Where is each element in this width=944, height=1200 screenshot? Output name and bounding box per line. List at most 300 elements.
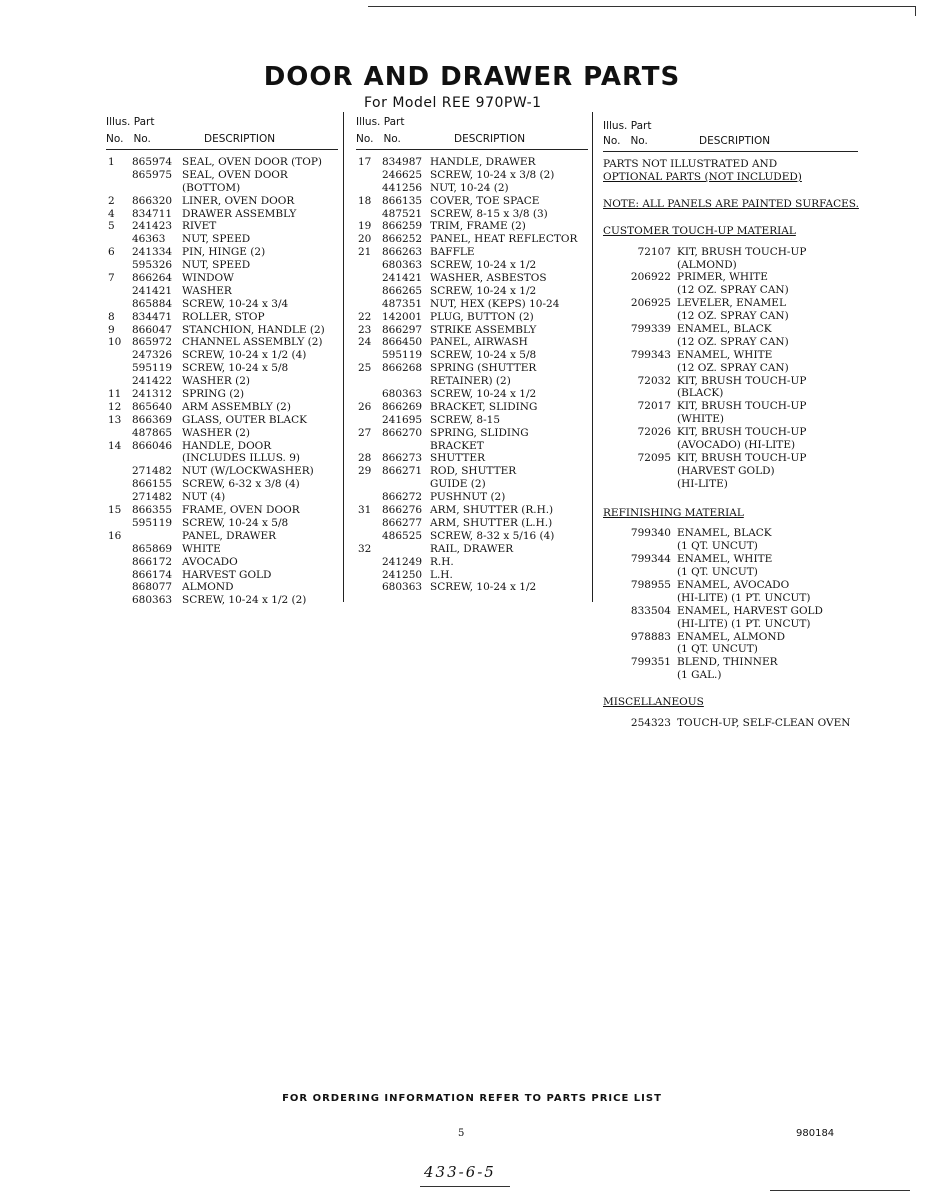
part-description: ROLLER, STOP xyxy=(182,310,265,323)
part-number: 866155 xyxy=(132,478,173,491)
part-description: SEAL, OVEN DOOR xyxy=(182,168,288,181)
part-description: LEVELER, ENAMEL xyxy=(677,297,786,310)
part-number: 834711 xyxy=(132,207,173,220)
part-description: (INCLUDES ILLUS. 9) xyxy=(182,452,300,465)
illus-number: 6 xyxy=(108,246,115,259)
part-number: 866135 xyxy=(382,194,423,207)
part-description: SEAL, OVEN DOOR (TOP) xyxy=(182,156,323,168)
table-row xyxy=(106,298,338,311)
part-description: SCREW, 10-24 x 5/8 xyxy=(430,349,537,362)
part-number: 595119 xyxy=(132,362,173,375)
part-number: 798955 xyxy=(630,579,671,592)
illus-number: 27 xyxy=(358,426,372,439)
table-row xyxy=(603,259,858,272)
part-number: 595326 xyxy=(132,259,173,272)
part-number: 241250 xyxy=(382,568,423,581)
part-number: 866450 xyxy=(382,336,423,349)
table-row xyxy=(356,349,588,362)
illus-number: 28 xyxy=(358,452,372,465)
part-description: (1 QT. UNCUT) xyxy=(677,643,758,656)
part-description: WHITE xyxy=(182,542,221,555)
part-number: 866297 xyxy=(382,323,423,336)
illus-number: 17 xyxy=(358,156,372,168)
part-description: ENAMEL, WHITE xyxy=(677,553,773,566)
touchup-list xyxy=(603,246,858,491)
table-row xyxy=(356,208,588,221)
part-number: 680363 xyxy=(382,259,423,272)
table-row xyxy=(106,452,338,465)
illus-number: 10 xyxy=(108,336,122,349)
part-description: (HI-LITE) xyxy=(677,477,728,490)
part-number: 834987 xyxy=(382,156,423,168)
part-number: 72095 xyxy=(637,451,671,464)
part-description: ENAMEL, WHITE xyxy=(677,348,773,361)
part-number: 865972 xyxy=(132,336,173,349)
part-description: (ALMOND) xyxy=(677,258,737,271)
table-row xyxy=(356,504,588,517)
illus-number: 4 xyxy=(108,207,115,220)
part-description: (12 OZ. SPRAY CAN) xyxy=(677,361,789,374)
part-number: 206925 xyxy=(630,297,671,310)
table-row xyxy=(603,656,858,669)
part-description: NUT, SPEED xyxy=(182,233,251,246)
parts-list xyxy=(356,156,588,594)
table-row xyxy=(603,413,858,426)
document-number: 980184 xyxy=(796,1128,835,1139)
part-number: 866273 xyxy=(382,452,423,465)
table-row xyxy=(106,517,338,530)
part-description: KIT, BRUSH TOUCH-UP xyxy=(677,426,807,439)
part-description: WINDOW xyxy=(182,272,234,285)
part-description: BAFFLE xyxy=(430,246,475,259)
part-description: SCREW, 10-24 x 1/2 xyxy=(430,259,537,272)
part-description: RAIL, DRAWER xyxy=(430,542,514,555)
table-row xyxy=(356,311,588,324)
table-row xyxy=(106,324,338,337)
part-description: KIT, BRUSH TOUCH-UP xyxy=(677,400,807,413)
table-row xyxy=(106,569,338,582)
part-description: (1 QT. UNCUT) xyxy=(677,540,758,553)
part-number: 866369 xyxy=(132,413,173,426)
table-row xyxy=(356,362,588,375)
part-description: SPRING (2) xyxy=(182,388,245,401)
part-number: 866270 xyxy=(382,426,423,439)
part-description: HARVEST GOLD xyxy=(182,568,272,581)
part-number: 866269 xyxy=(382,400,423,413)
table-row xyxy=(603,310,858,323)
table-row xyxy=(106,362,338,375)
header-no: No. No. xyxy=(356,133,401,145)
part-number: 866277 xyxy=(382,516,423,529)
part-number: 241334 xyxy=(132,246,173,259)
column-header xyxy=(106,116,338,150)
part-number: 241695 xyxy=(382,413,423,426)
model-subtitle: For Model REE 970PW-1 xyxy=(364,95,542,111)
page-number: 5 xyxy=(458,1128,465,1139)
scan-mark-bottom xyxy=(420,1186,510,1187)
parts-column-2 xyxy=(356,116,588,594)
part-description: PUSHNUT (2) xyxy=(430,491,506,504)
table-row xyxy=(106,220,338,233)
part-number: 206922 xyxy=(630,271,671,284)
table-row xyxy=(106,311,338,324)
part-number: 866046 xyxy=(132,439,173,452)
part-number: 865884 xyxy=(132,297,173,310)
part-number: 46363 xyxy=(132,233,166,246)
table-row xyxy=(106,169,338,182)
part-description: PRIMER, WHITE xyxy=(677,271,768,284)
part-description: SHUTTER xyxy=(430,452,485,465)
table-row xyxy=(603,400,858,413)
column-divider xyxy=(592,112,593,602)
illus-number: 12 xyxy=(108,400,122,413)
part-description: WASHER xyxy=(182,284,232,297)
table-row xyxy=(356,195,588,208)
table-row xyxy=(106,388,338,401)
illus-number: 16 xyxy=(108,529,122,542)
table-row xyxy=(106,556,338,569)
part-description: PIN, HINGE (2) xyxy=(182,246,266,259)
illus-number: 20 xyxy=(358,233,372,246)
table-row xyxy=(356,569,588,582)
part-number: 487865 xyxy=(132,426,173,439)
part-description: CHANNEL ASSEMBLY (2) xyxy=(182,336,323,349)
parts-column-3 xyxy=(603,116,858,730)
part-number: 866252 xyxy=(382,233,423,246)
part-number: 247326 xyxy=(132,349,173,362)
part-number: 254323 xyxy=(630,717,671,730)
part-number: 595119 xyxy=(132,516,173,529)
table-row xyxy=(603,669,858,682)
table-row xyxy=(106,375,338,388)
table-row xyxy=(106,259,338,272)
part-number: 799344 xyxy=(630,553,671,566)
table-row xyxy=(603,284,858,297)
part-description: KIT, BRUSH TOUCH-UP xyxy=(677,451,807,464)
part-description: (HI-LITE) (1 PT. UNCUT) xyxy=(677,617,811,630)
illus-number: 24 xyxy=(358,336,372,349)
part-description: ENAMEL, BLACK xyxy=(677,527,772,540)
table-row xyxy=(603,387,858,400)
part-description: (WHITE) xyxy=(677,413,724,426)
part-description: NUT (4) xyxy=(182,491,226,504)
part-description: ARM ASSEMBLY (2) xyxy=(182,400,291,413)
table-row xyxy=(603,336,858,349)
part-description: ARM, SHUTTER (R.H.) xyxy=(430,504,554,517)
part-number: 866265 xyxy=(382,284,423,297)
table-row xyxy=(603,717,858,730)
part-number: 271482 xyxy=(132,465,173,478)
illus-number: 1 xyxy=(108,156,115,168)
table-row xyxy=(106,272,338,285)
illus-number: 21 xyxy=(358,246,372,259)
table-row xyxy=(106,414,338,427)
table-row xyxy=(356,427,588,440)
touchup-heading: CUSTOMER TOUCH-UP MATERIAL xyxy=(603,224,796,237)
miscellaneous-heading: MISCELLANEOUS xyxy=(603,696,704,709)
illus-number: 15 xyxy=(108,504,122,517)
table-row xyxy=(106,478,338,491)
part-description: ARM, SHUTTER (L.H.) xyxy=(430,516,553,529)
part-number: 680363 xyxy=(132,594,173,607)
refinishing-heading: REFINISHING MATERIAL xyxy=(603,506,744,519)
part-description: SCREW, 8-15 x 3/8 (3) xyxy=(430,207,548,220)
table-row xyxy=(356,169,588,182)
table-row xyxy=(106,427,338,440)
header-illus-part: Illus. Part xyxy=(603,120,652,132)
table-row xyxy=(356,452,588,465)
part-description: SCREW, 10-24 x 1/2 xyxy=(430,284,537,297)
table-row xyxy=(603,375,858,388)
header-rule xyxy=(356,149,588,150)
table-row xyxy=(106,208,338,221)
illus-number: 18 xyxy=(358,194,372,207)
header-no: No. No. xyxy=(106,133,151,145)
table-row xyxy=(356,517,588,530)
table-row xyxy=(106,285,338,298)
part-number: 241312 xyxy=(132,388,173,401)
part-description: ENAMEL, HARVEST GOLD xyxy=(677,604,823,617)
part-description: ROD, SHUTTER xyxy=(430,465,517,478)
part-number: 680363 xyxy=(382,388,423,401)
part-number: 241422 xyxy=(132,375,173,388)
part-number: 680363 xyxy=(382,581,423,594)
table-row xyxy=(106,594,338,607)
part-description: RIVET xyxy=(182,220,217,233)
part-description: (HI-LITE) (1 PT. UNCUT) xyxy=(677,591,811,604)
table-row xyxy=(106,156,338,169)
parts-column-1 xyxy=(106,116,338,607)
table-row xyxy=(603,426,858,439)
part-number: 441256 xyxy=(382,181,423,194)
illus-number: 7 xyxy=(108,272,115,285)
table-row xyxy=(603,246,858,259)
illus-number: 32 xyxy=(358,542,372,555)
part-description: KIT, BRUSH TOUCH-UP xyxy=(677,374,807,387)
table-row xyxy=(603,618,858,631)
table-row xyxy=(603,271,858,284)
part-description: SCREW, 10-24 x 1/2 xyxy=(430,581,537,594)
part-number: 866264 xyxy=(132,272,173,285)
table-row xyxy=(106,440,338,453)
illus-number: 31 xyxy=(358,504,372,517)
table-row xyxy=(356,530,588,543)
part-number: 978883 xyxy=(630,630,671,643)
part-description: (HARVEST GOLD) xyxy=(677,464,775,477)
part-description: R.H. xyxy=(430,555,454,568)
table-row xyxy=(356,272,588,285)
header-description: DESCRIPTION xyxy=(454,133,526,145)
part-description: L.H. xyxy=(430,568,453,581)
part-description: SCREW, 8-15 xyxy=(430,413,501,426)
part-number: 72017 xyxy=(637,400,671,413)
part-number: 865640 xyxy=(132,400,173,413)
part-description: TRIM, FRAME (2) xyxy=(430,220,526,233)
part-number: 486525 xyxy=(382,529,423,542)
part-description: PANEL, DRAWER xyxy=(182,529,277,542)
part-description: (12 OZ. SPRAY CAN) xyxy=(677,284,789,297)
part-number: 72026 xyxy=(637,426,671,439)
table-row xyxy=(106,349,338,362)
part-number: 866174 xyxy=(132,568,173,581)
part-description: PLUG, BUTTON (2) xyxy=(430,310,534,323)
part-description: SPRING (SHUTTER xyxy=(430,362,537,375)
illus-number: 22 xyxy=(358,310,372,323)
panels-note: NOTE: ALL PANELS ARE PAINTED SURFACES. xyxy=(603,197,859,210)
part-number: 866263 xyxy=(382,246,423,259)
table-row xyxy=(603,540,858,553)
table-row xyxy=(356,543,588,556)
scan-mark-right xyxy=(915,6,916,16)
part-number: 866047 xyxy=(132,323,173,336)
part-number: 865869 xyxy=(132,542,173,555)
table-row xyxy=(106,401,338,414)
illus-number: 23 xyxy=(358,323,372,336)
illus-number: 13 xyxy=(108,413,122,426)
part-description: ENAMEL, BLACK xyxy=(677,322,772,335)
table-row xyxy=(356,285,588,298)
part-description: SCREW, 10-24 x 5/8 xyxy=(182,516,289,529)
part-description: NUT, HEX (KEPS) 10-24 xyxy=(430,297,560,310)
table-row xyxy=(356,324,588,337)
part-description: SCREW, 10-24 x 3/4 xyxy=(182,297,289,310)
table-row xyxy=(356,233,588,246)
ordering-footer: FOR ORDERING INFORMATION REFER TO PARTS PRICE LIST xyxy=(282,1093,662,1104)
part-description: GLASS, OUTER BLACK xyxy=(182,413,307,426)
table-row xyxy=(356,388,588,401)
part-description: NUT, 10-24 (2) xyxy=(430,181,509,194)
table-row xyxy=(106,530,338,543)
part-number: 833504 xyxy=(630,604,671,617)
page-title: DOOR AND DRAWER PARTS xyxy=(263,62,681,92)
part-number: 72107 xyxy=(637,245,671,258)
part-description: SCREW, 8-32 x 5/16 (4) xyxy=(430,529,555,542)
not-illustrated-line: PARTS NOT ILLUSTRATED AND xyxy=(603,158,778,170)
column-divider xyxy=(343,112,344,602)
part-number: 799339 xyxy=(630,322,671,335)
part-description: ENAMEL, ALMOND xyxy=(677,630,786,643)
table-row xyxy=(603,579,858,592)
table-row xyxy=(106,336,338,349)
table-row xyxy=(356,414,588,427)
part-description: FRAME, OVEN DOOR xyxy=(182,504,300,517)
scan-mark-bottom-right xyxy=(770,1190,910,1191)
part-description: SCREW, 10-24 x 1/2 (2) xyxy=(182,594,307,607)
part-number: 595119 xyxy=(382,349,423,362)
header-no: No. No. xyxy=(603,135,648,147)
table-row xyxy=(603,631,858,644)
illus-number: 9 xyxy=(108,323,115,336)
table-row xyxy=(356,465,588,478)
table-row xyxy=(356,246,588,259)
part-description: SCREW, 10-24 x 5/8 xyxy=(182,362,289,375)
parts-list xyxy=(106,156,338,607)
part-number: 866320 xyxy=(132,194,173,207)
part-number: 487351 xyxy=(382,297,423,310)
table-row xyxy=(603,465,858,478)
part-number: 241421 xyxy=(132,284,173,297)
part-description: KIT, BRUSH TOUCH-UP xyxy=(677,245,807,258)
part-description: BRACKET xyxy=(430,439,484,452)
illus-number: 2 xyxy=(108,194,115,207)
table-row xyxy=(356,259,588,272)
table-row xyxy=(356,556,588,569)
header-illus-part: Illus. Part xyxy=(356,116,405,128)
part-description: BRACKET, SLIDING xyxy=(430,400,538,413)
part-description: WASHER (2) xyxy=(182,426,250,439)
table-row xyxy=(603,323,858,336)
table-row xyxy=(106,195,338,208)
part-description: SCREW, 10-24 x 1/2 (4) xyxy=(182,349,307,362)
part-description: ALMOND xyxy=(182,581,234,594)
part-description: WASHER, ASBESTOS xyxy=(430,272,547,285)
table-row xyxy=(356,375,588,388)
table-row xyxy=(106,233,338,246)
part-description: STRIKE ASSEMBLY xyxy=(430,323,537,336)
part-description: (AVOCADO) (HI-LITE) xyxy=(677,438,796,451)
part-description: (12 OZ. SPRAY CAN) xyxy=(677,310,789,323)
part-number: 142001 xyxy=(382,310,423,323)
part-number: 799343 xyxy=(630,348,671,361)
part-description: PANEL, HEAT REFLECTOR xyxy=(430,233,578,246)
part-description: GUIDE (2) xyxy=(430,478,486,491)
table-row xyxy=(603,553,858,566)
part-number: 241421 xyxy=(382,272,423,285)
part-description: RETAINER) (2) xyxy=(430,375,511,388)
part-description: HANDLE, DOOR xyxy=(182,439,272,452)
part-description: COVER, TOE SPACE xyxy=(430,194,540,207)
illus-number: 19 xyxy=(358,220,372,233)
part-number: 241249 xyxy=(382,555,423,568)
table-row xyxy=(106,504,338,517)
table-row xyxy=(106,581,338,594)
table-row xyxy=(603,362,858,375)
part-description: SCREW, 6-32 x 3/8 (4) xyxy=(182,478,300,491)
handwritten-note: 433-6-5 xyxy=(424,1163,496,1181)
table-row xyxy=(603,452,858,465)
table-row xyxy=(356,336,588,349)
table-row xyxy=(356,156,588,169)
part-description: SCREW, 10-24 x 3/8 (2) xyxy=(430,168,555,181)
illus-number: 14 xyxy=(108,439,122,452)
table-row xyxy=(603,643,858,656)
part-description: PANEL, AIRWASH xyxy=(430,336,528,349)
part-description: (BLACK) xyxy=(677,387,724,400)
part-number: 866259 xyxy=(382,220,423,233)
part-description: SCREW, 10-24 x 1/2 xyxy=(430,388,537,401)
illus-number: 26 xyxy=(358,400,372,413)
illus-number: 29 xyxy=(358,465,372,478)
part-number: 866172 xyxy=(132,555,173,568)
column-header xyxy=(356,116,588,150)
part-description: STANCHION, HANDLE (2) xyxy=(182,323,325,336)
part-number: 866271 xyxy=(382,465,423,478)
table-row xyxy=(356,440,588,453)
part-number: 834471 xyxy=(132,310,173,323)
table-row xyxy=(356,401,588,414)
illus-number: 8 xyxy=(108,310,115,323)
scan-mark-top xyxy=(368,6,916,7)
table-row xyxy=(356,298,588,311)
illus-number: 11 xyxy=(108,388,122,401)
part-description: DRAWER ASSEMBLY xyxy=(182,207,297,220)
refinishing-list xyxy=(603,527,858,682)
table-row xyxy=(106,246,338,259)
table-row xyxy=(356,220,588,233)
part-description: WASHER (2) xyxy=(182,375,250,388)
table-row xyxy=(356,478,588,491)
header-description: DESCRIPTION xyxy=(204,133,276,145)
